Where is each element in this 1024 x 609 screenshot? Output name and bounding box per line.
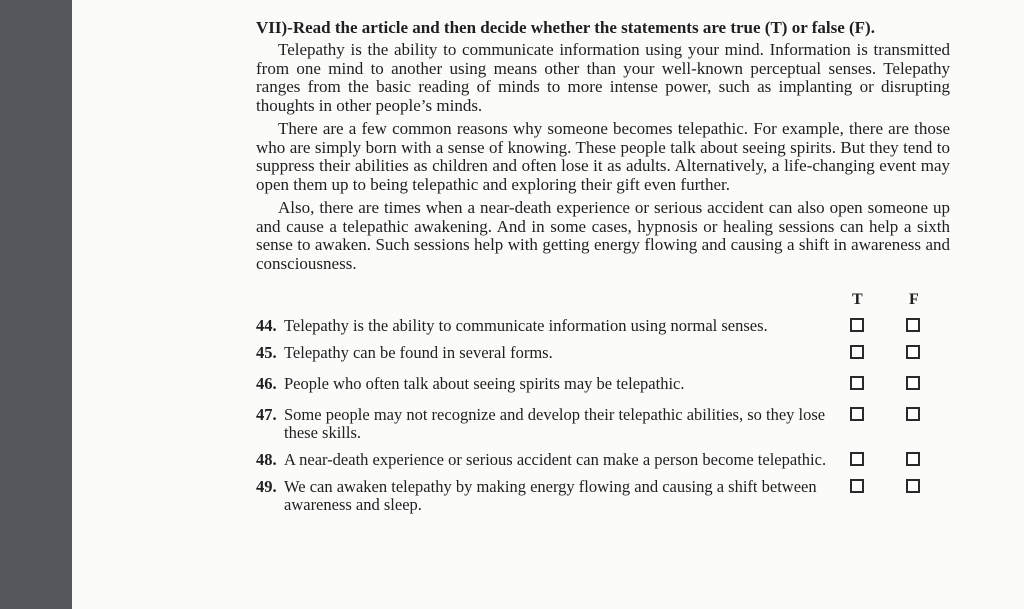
false-checkbox[interactable] (906, 479, 920, 493)
statement-row (256, 344, 950, 362)
statement-row (256, 478, 950, 514)
statement-text: A near-death experience or serious accident can make a person become telepathic. (284, 450, 827, 469)
true-checkbox[interactable] (850, 376, 864, 390)
true-checkbox[interactable] (850, 452, 864, 466)
true-false-header (256, 291, 950, 313)
false-checkbox[interactable] (906, 452, 920, 466)
statement-text: We can awaken telepathy by making energy flowing and causing a shift between awareness and sleep. (284, 477, 817, 514)
false-column-label: F (909, 291, 919, 308)
statement-text: People who often talk about seeing spirits may be telepathic. (284, 374, 685, 393)
article-paragraph-2: There are a few common reasons why someone becomes telepathic. For example, there are those who are simply born with a sense of knowing. These people talk about seeing spirits. But they tend to suppress their abilities as children and often lose it as adults. Alternatively, a life-changing event may open them up to being telepathic and exploring their gift even further. (256, 119, 950, 194)
statement-number: 45. (256, 343, 277, 362)
reading-section (256, 18, 950, 523)
statement-text: Telepathy can be found in several forms. (284, 343, 553, 362)
article-paragraph-3: Also, there are times when a near-death experience or serious accident can also open someone up and cause a telepathic awakening. And in some cases, hypnosis or healing sessions can help a sixth sense to awaken. Such sessions help with getting energy flowing and causing a shift in awareness and consciousness. (256, 198, 950, 273)
false-checkbox[interactable] (906, 376, 920, 390)
statement-number: 48. (256, 450, 277, 469)
true-checkbox[interactable] (850, 318, 864, 332)
article-paragraph-1: Telepathy is the ability to communicate information using your mind. Information is transmitted from one mind to another using means other than your well-known perceptual senses. Telepathy ranges from the basic reading of minds to more intense power, such as implanting or disrupting thoughts in other people’s minds. (256, 40, 950, 115)
true-checkbox[interactable] (850, 479, 864, 493)
statement-number: 44. (256, 316, 277, 335)
true-column-label: T (852, 291, 863, 308)
statement-list (256, 317, 950, 514)
statement-row (256, 317, 950, 335)
exercise-heading: VII)-Read the article and then decide whether the statements are true (T) or false (F). (256, 18, 875, 37)
statement-row (256, 451, 950, 469)
false-checkbox[interactable] (906, 345, 920, 359)
true-checkbox[interactable] (850, 345, 864, 359)
statement-text: Telepathy is the ability to communicate information using normal senses. (284, 316, 768, 335)
false-checkbox[interactable] (906, 318, 920, 332)
statement-number: 47. (256, 405, 277, 424)
statement-row (256, 375, 950, 393)
true-checkbox[interactable] (850, 407, 864, 421)
false-checkbox[interactable] (906, 407, 920, 421)
statement-number: 49. (256, 477, 277, 496)
viewer-side-panel (0, 0, 72, 609)
statement-row (256, 406, 950, 442)
statement-text: Some people may not recognize and develop their telepathic abilities, so they lose these skills. (284, 405, 826, 442)
statement-number: 46. (256, 374, 277, 393)
